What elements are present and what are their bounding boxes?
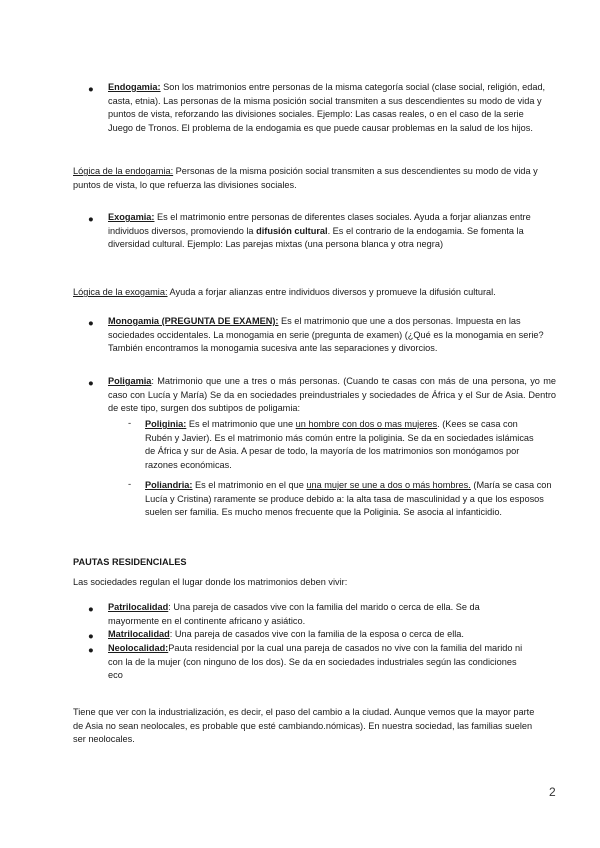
bullet-dot: ● (88, 645, 94, 656)
logica-endogamia-label: Lógica de la endogamia: (73, 166, 174, 176)
section-heading: PAUTAS RESIDENCIALES (73, 557, 187, 567)
logica-endogamia-paragraph (73, 165, 553, 192)
endogamia-paragraph (108, 81, 550, 135)
endogamia-term: Endogamia: (108, 82, 161, 92)
poligamia-term: Poligamia (108, 376, 152, 386)
exogamia-bold: difusión cultural (256, 225, 328, 236)
exogamia-text-1: Es el matrimonio entre personas de diferentes clases sociales. Ayuda a forjar alianzas entre individuos diversos, promoviendo la (108, 212, 531, 236)
neolocalidad-paragraph (108, 642, 528, 683)
patrilocalidad-text: : Una pareja de casados vive con la familia del marido o cerca de ella. Se da mayormente en el continente africano y asiático. (108, 602, 480, 626)
poliandria-text-1: Es el matrimonio en el que (192, 480, 307, 490)
matrilocalidad-paragraph (108, 628, 548, 642)
closing-paragraph: Tiene que ver con la industrialización, es decir, el paso del cambio a la ciudad. Aunque vemos que la mayor parte de Asia no sean neolocales, es probable que esté cambiando.nómicas). En nuestra sociedad, las familias suelen ser neolocales. (73, 707, 535, 745)
poliandria-underline: una mujer se une a dos o más hombres. (306, 480, 471, 490)
poliandria-paragraph (145, 479, 555, 520)
bullet-dot: ● (88, 318, 94, 329)
patrilocalidad-term: Patrilocalidad (108, 602, 169, 612)
poliginia-underline: un hombre con dos o mas mujeres (295, 419, 438, 429)
monogamia-term: Monogamia (PREGUNTA DE EXAMEN): (108, 316, 279, 326)
bullet-dot: ● (88, 84, 94, 95)
bullet-dot: ● (88, 214, 94, 225)
dash-marker: - (128, 479, 132, 490)
poliandria-text-2: (María se casa con Lucía y Cristina) raramente se produce debido a: la alta tasa de masculinidad y a que los esposos suelen ser familia. Es mucho menos frecuente que la Poliginia. Se asocia al infanticidio. (145, 480, 552, 518)
bullet-dot: ● (88, 378, 94, 389)
endogamia-text: Son los matrimonios entre personas de la misma categoría social (clase social, religión, edad, casta, etnia). Las personas de la misma posición social transmiten a sus descendientes su modo de vida y puntos de vista, reforzando las divisiones sociales. Ejemplo: Las casas reales, o en el caso de la serie Juego de Tronos. El problema de la endogamia es que puede causar problemas en la salud de los hijos. (108, 82, 546, 133)
logica-exogamia-label: Lógica de la exogamia: (73, 287, 168, 297)
poliandria-term: Poliandria: (145, 480, 193, 490)
page-number: 2 (549, 785, 556, 799)
neolocalidad-text: Pauta residencial por la cual una pareja de casados no vive con la familia del marido ni con la de la mujer (con ninguno de los dos). Se da en sociedades industriales según las condiciones eco (108, 643, 523, 681)
poligamia-text: : Matrimonio que une a tres o más personas. (Cuando te casas con más de una persona, yo me caso con Lucía y María) Se da en sociedades preindustriales y sociedades de África y el Sur de Asia. Dentro de este tipo, surgen dos subtipos de poligamia: (108, 376, 556, 414)
logica-exogamia-text: Ayuda a forjar alianzas entre individuos diversos y promueve la difusión cultural. (167, 287, 496, 297)
logica-endogamia-text: Personas de la misma posición social transmiten a sus descendientes su modo de vida y puntos de vista, lo que refuerza las divisiones sociales. (73, 166, 538, 190)
bullet-dot: ● (88, 631, 94, 642)
exogamia-text-2: . Es el contrario de la endogamia. Se fomenta la diversidad cultural. Ejemplo: Las parejas mixtas (una persona blanca y otra negra) (108, 225, 524, 250)
poliginia-paragraph (145, 418, 545, 472)
bullet-dot: ● (88, 604, 94, 615)
pautas-intro: Las sociedades regulan el lugar donde los matrimonios deben vivir: (73, 577, 348, 587)
poligamia-paragraph (108, 375, 556, 416)
exogamia-term: Exogamia: (108, 212, 155, 222)
poliginia-term: Poliginia: (145, 419, 187, 429)
monogamia-text: Es el matrimonio que une a dos personas. Impuesta en las sociedades occidentales. La monogamia en serie (pregunta de examen) (¿Qué es la monogamia en serie? También encontramos la monogamia sucesiva ante las separaciones y divorcios. (108, 316, 544, 354)
poliginia-text-1: Es el matrimonio que une (186, 419, 296, 429)
dash-marker: - (128, 418, 132, 429)
matrilocalidad-text: : Una pareja de casados vive con la familia de la esposa o cerca de ella. (169, 629, 464, 639)
monogamia-paragraph (108, 315, 544, 356)
patrilocalidad-paragraph (108, 601, 528, 628)
exogamia-paragraph (108, 211, 538, 252)
poliginia-text-2: . (Kees se casa con Rubén y Javier). Es el matrimonio más común entre la poliginia. Se da en sociedades islámicas de África y sur de Asia. A pesar de todo, la mayoría de los matrimonios son monógamos por razones económicas. (145, 419, 534, 470)
neolocalidad-term: Neolocalidad: (108, 643, 169, 653)
matrilocalidad-term: Matrilocalidad (108, 629, 170, 639)
logica-exogamia-paragraph (73, 286, 553, 300)
